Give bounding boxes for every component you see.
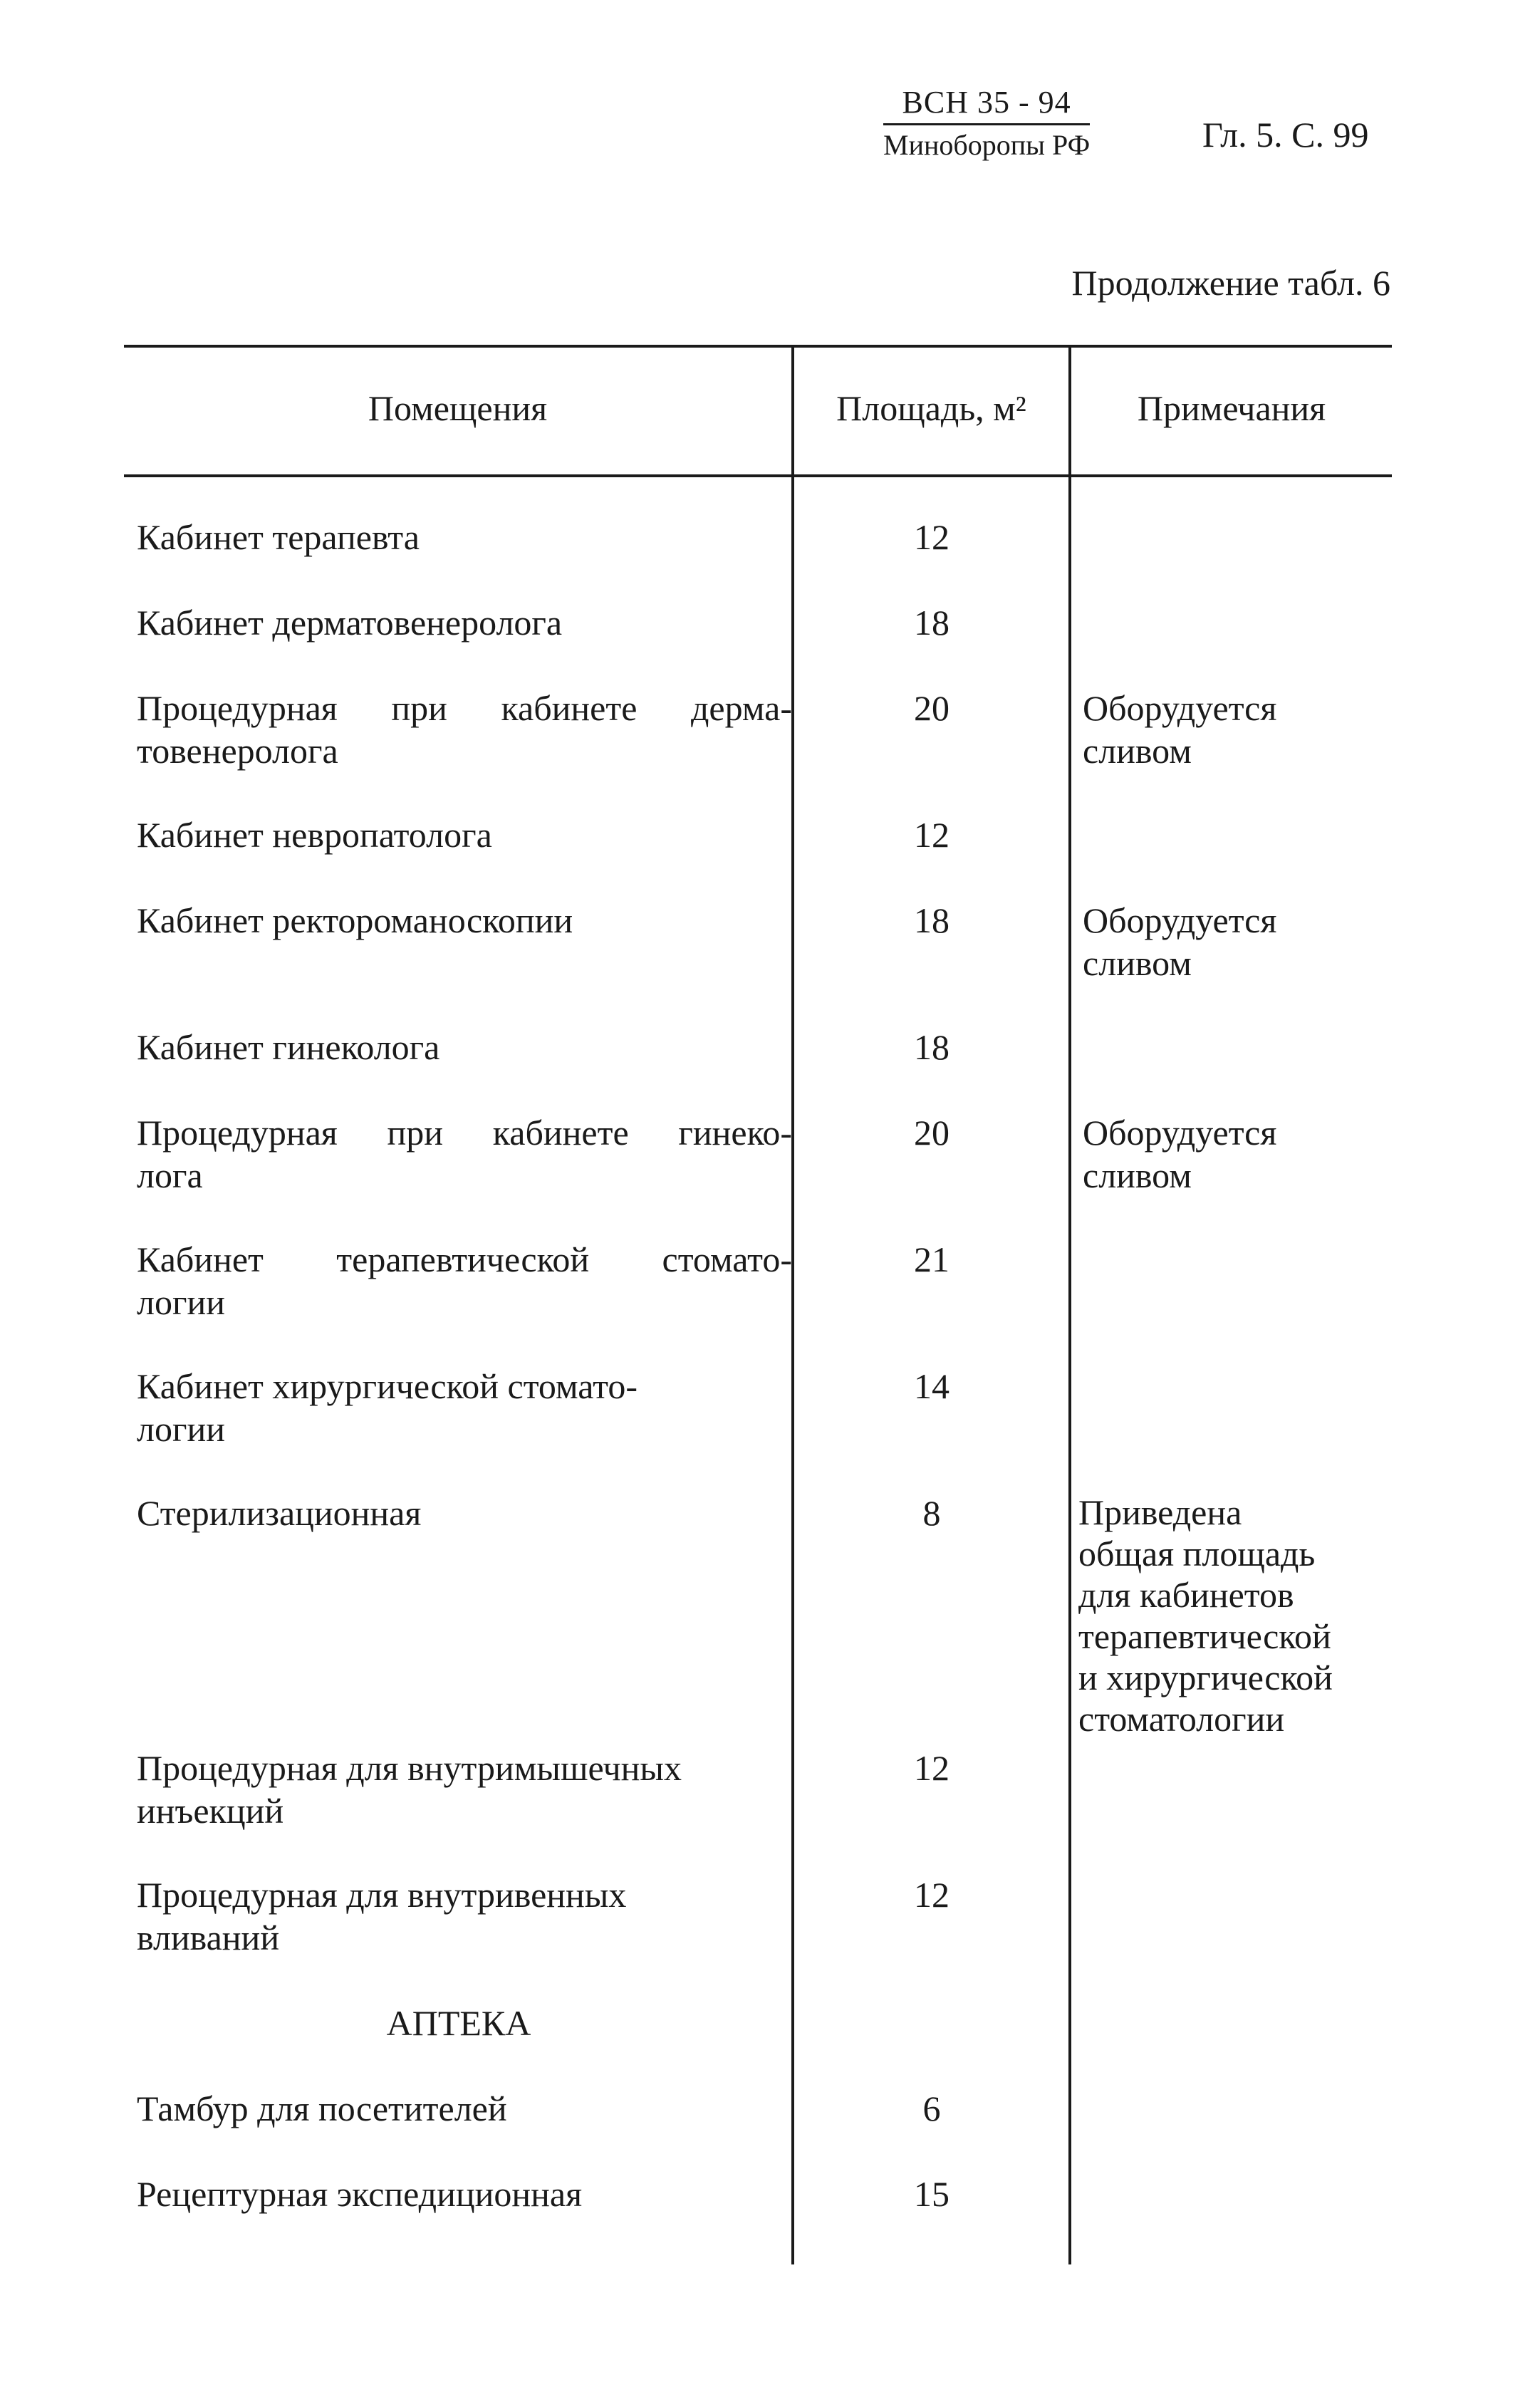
table-row-note: Оборудуется сливом [1083,688,1277,771]
ministry: Миноборопы РФ [883,129,1091,161]
table-row-room: Процедурная для внутримышечных инъекций [137,1748,682,1831]
document-header [883,84,1090,162]
table-row-room: Кабинет хирургической стомато- логии [137,1366,638,1449]
table-row-area: 21 [914,1239,950,1279]
table-row-area: 18 [914,900,950,940]
table-header-rule [124,474,1392,477]
table-row-room: Процедурная при кабинете дерма- товенеролога [137,688,792,771]
table-row-area: 20 [914,688,950,728]
table-row-room: Кабинет ректороманоскопии [137,900,573,940]
table-row-area: 18 [914,1027,950,1067]
table-row-room: Процедурная при кабинете гинеко- лога [137,1113,792,1195]
table-row-room: Кабинет терапевта [137,517,420,557]
page-reference: Гл. 5. С. 99 [1202,115,1369,155]
table-row-room: Процедурная для внутривенных вливаний [137,1875,627,1957]
table-continuation-caption: Продолжение табл. 6 [1071,263,1390,303]
table-row-room: Рецептурная экспедиционная [137,2174,583,2214]
doc-code-fraction [883,84,1090,162]
table-row-room: Кабинет терапевтической стомато- логии [137,1239,792,1322]
table-row-area: 12 [914,815,950,855]
column-header-notes: Примечания [1137,388,1326,428]
table-row-note: Оборудуется сливом [1083,900,1277,983]
column-header-area: Площадь, м² [836,388,1026,428]
table-row-area: 14 [914,1366,950,1406]
column-divider-2 [1068,345,1071,2264]
table-row-area: 20 [914,1113,950,1153]
doc-code: ВСН 35 - 94 [883,84,1090,125]
table-row-area: 15 [914,2174,950,2214]
table-row-room: Тамбур для посетителей [137,2089,507,2128]
table-row-room: Кабинет дерматовенеролога [137,603,563,643]
table-row-area: 12 [914,517,950,557]
table-row-area: 12 [914,1748,950,1788]
table-row-room: Стерилизационная [137,1493,422,1533]
table-row-note: Приведена общая площадь для кабинетов терапевтической и хирургической стоматологии [1078,1492,1333,1739]
table-row-area: 6 [922,2089,941,2128]
table-top-rule [124,345,1392,348]
rooms-table [124,345,1392,2264]
table-row-area: 8 [922,1493,941,1533]
table-row-note: Оборудуется сливом [1083,1113,1277,1195]
table-row-room: Кабинет гинеколога [137,1027,440,1067]
column-header-rooms: Помещения [368,388,548,428]
table-row-area: 18 [914,603,950,643]
section-title-pharmacy: АПТЕКА [386,2003,531,2043]
table-row-room: Кабинет невропатолога [137,815,492,855]
table-row-area: 12 [914,1875,950,1915]
